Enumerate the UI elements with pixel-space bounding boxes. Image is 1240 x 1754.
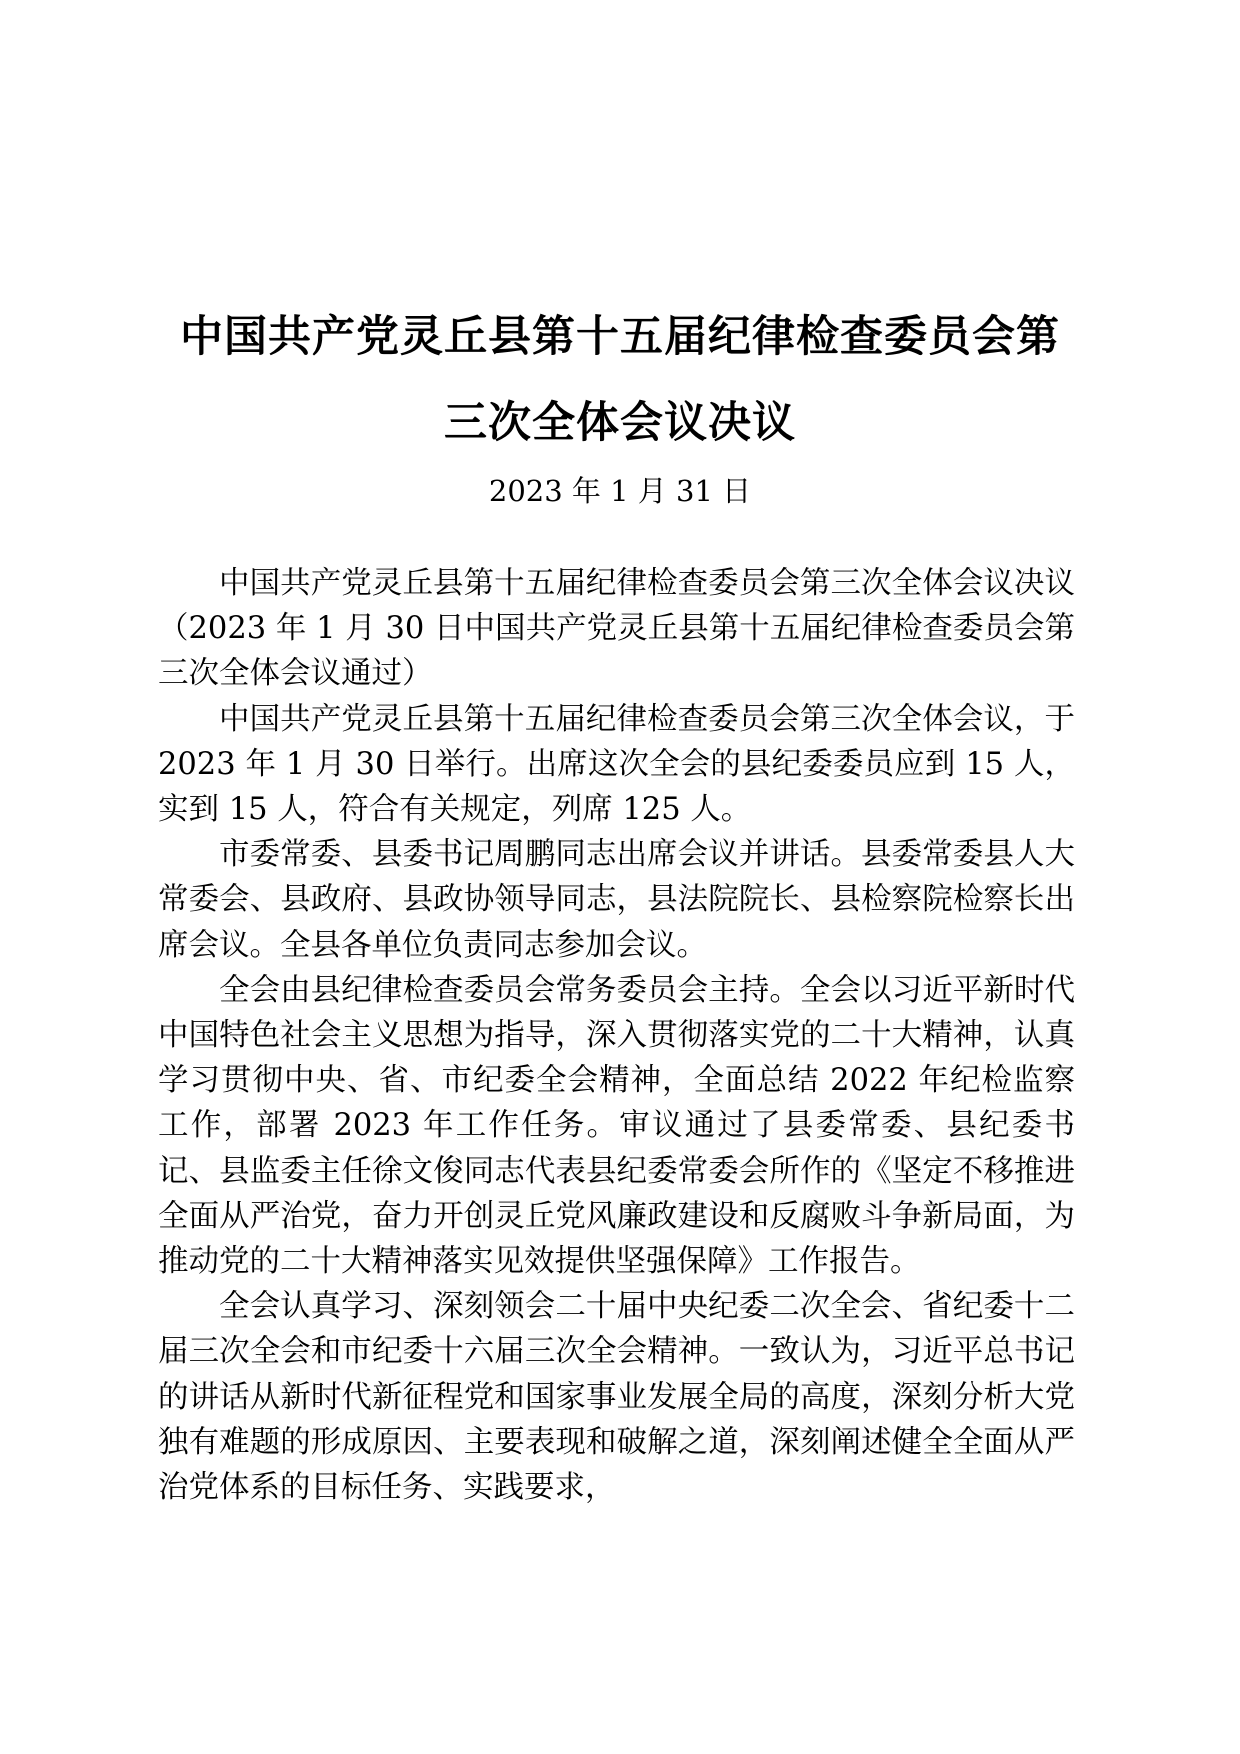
document-body	[158, 561, 1075, 1510]
document-title-line-2: 三次全体会议决议	[444, 398, 796, 448]
paragraph-attendees: 市委常委、县委书记周鹏同志出席会议并讲话。县委常委县人大常委会、县政府、县政协领导同志，县法院院长、县检察院检察长出席会议。全县各单位负责同志参加会议。	[158, 837, 1075, 963]
paragraph-meeting-agenda: 全会由县纪律检查委员会常务委员会主持。全会以习近平新时代中国特色社会主义思想为指导，深入贯彻落实党的二十大精神，认真学习贯彻中央、省、市纪委全会精神，全面总结 2022 年纪检监察工作，部署 2023 年工作任务。审议通过了县委常委、县纪委书记、县监委主任徐文俊同志代表县纪委常委会所作的《坚定不移推进全面从严治党，奋力开创灵丘党风廉政建设和反腐败斗争新局面，为推动党的二十大精神落实见效提供坚强保障》工作报告。	[158, 972, 1075, 1280]
document-title-line-1: 中国共产党灵丘县第十五届纪律检查委员会第	[180, 312, 1060, 362]
document-date: 2023 年 1 月 31 日	[488, 474, 752, 508]
paragraph-resolution-heading: 中国共产党灵丘县第十五届纪律检查委员会第三次全体会议决议（2023 年 1 月 30 日中国共产党灵丘县第十五届纪律检查委员会第三次全体会议通过）	[158, 566, 1075, 692]
paragraph-study-spirit: 全会认真学习、深刻领会二十届中央纪委二次全会、省纪委十二届三次全会和市纪委十六届三次全会精神。一致认为，习近平总书记的讲话从新时代新征程党和国家事业发展全局的高度，深刻分析大党独有难题的形成原因、主要表现和破解之道，深刻阐述健全全面从严治党体系的目标任务、实践要求，	[158, 1289, 1075, 1506]
paragraph-meeting-info: 中国共产党灵丘县第十五届纪律检查委员会第三次全体会议，于 2023 年 1 月 30 日举行。出席这次全会的县纪委委员应到 15 人，实到 15 人，符合有关规定，列席 125 人。	[158, 701, 1075, 828]
